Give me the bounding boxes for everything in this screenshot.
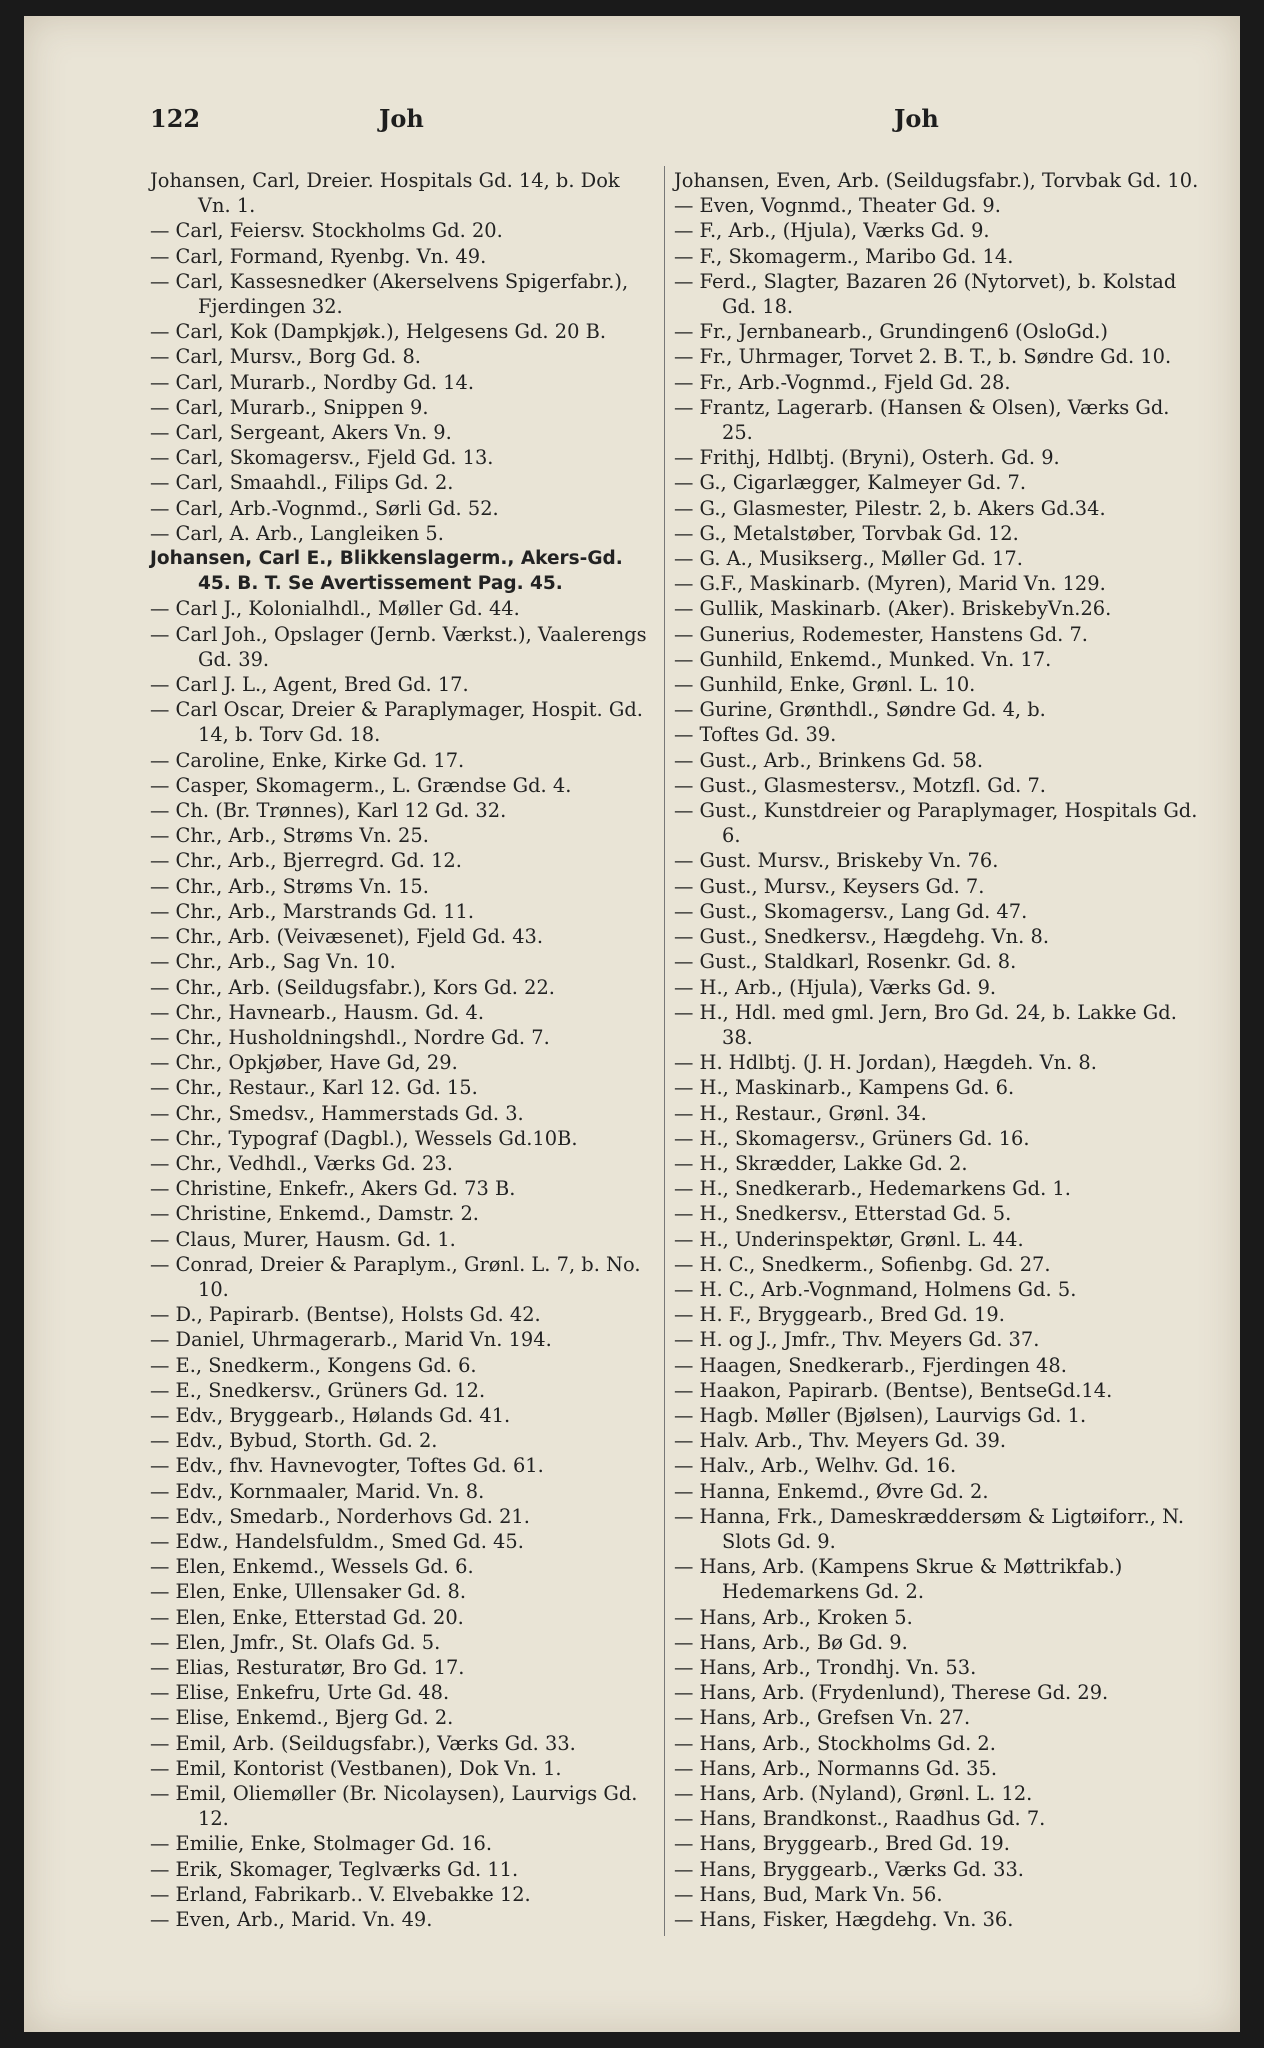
- column-divider: [664, 166, 665, 1936]
- directory-entry: — Hans, Fisker, Hægdehg. Vn. 36.: [674, 1908, 1014, 1932]
- directory-entry: — H. Hdlbtj. (J. H. Jordan), Hægdeh. Vn. 8.: [674, 1051, 1097, 1075]
- directory-entry: — Halv. Arb., Thv. Meyers Gd. 39.: [674, 1429, 1006, 1453]
- directory-entry: — Emil, Arb. (Seildugsfabr.), Værks Gd. 33.: [150, 1731, 576, 1755]
- directory-entry: — Gust. Mursv., Briskeby Vn. 76.: [674, 849, 999, 873]
- directory-entry: — Fr., Uhrmager, Torvet 2. B. T., b. Søndre Gd. 10.: [674, 345, 1172, 369]
- directory-entry: — Carl, Feiersv. Stockholms Gd. 20.: [150, 219, 503, 243]
- directory-entry: — Elise, Enkemd., Bjerg Gd. 2.: [150, 1706, 454, 1730]
- directory-entry: — H., Maskinarb., Kampens Gd. 6.: [674, 1076, 1015, 1100]
- directory-entry: — Elen, Enkemd., Wessels Gd. 6.: [150, 1555, 474, 1579]
- directory-entry: — Chr., Typograf (Dagbl.), Wessels Gd.10B.: [150, 1126, 578, 1150]
- directory-entry: — Chr., Arb., Sag Vn. 10.: [150, 950, 396, 974]
- directory-entry: — Hagb. Møller (Bjølsen), Laurvigs Gd. 1.: [674, 1403, 1087, 1427]
- directory-entry: — H. C., Snedkerm., Sofienbg. Gd. 27.: [674, 1252, 1051, 1276]
- directory-entry: — Hans, Bryggearb., Bred Gd. 19.: [674, 1832, 1010, 1856]
- directory-entry: — Carl Oscar, Dreier & Paraplymager, Hospit. Gd. 14, b. Torv Gd. 18.: [150, 698, 643, 747]
- directory-entry: — Gust., Arb., Brinkens Gd. 58.: [674, 748, 984, 772]
- directory-entry: — E., Snedkersv., Grüners Gd. 12.: [150, 1378, 486, 1402]
- directory-entry: — Frithj, Hdlbtj. (Bryni), Osterh. Gd. 9.: [674, 446, 1060, 470]
- directory-entry: — Hans, Arb., Kroken 5.: [674, 1605, 913, 1629]
- directory-entry: — E., Snedkerm., Kongens Gd. 6.: [150, 1353, 477, 1377]
- directory-entry: — Elen, Enke, Ullensaker Gd. 8.: [150, 1580, 467, 1604]
- directory-entry: — Chr., Husholdningshdl., Nordre Gd. 7.: [150, 1025, 550, 1049]
- directory-entry: — H., Restaur., Grønl. 34.: [674, 1101, 927, 1125]
- directory-entry: — Chr., Restaur., Karl 12. Gd. 15.: [150, 1076, 478, 1100]
- directory-page: [24, 16, 1240, 2032]
- directory-entry: — Hans, Arb., Trondhj. Vn. 53.: [674, 1655, 977, 1679]
- directory-entry: — Edv., fhv. Havnevogter, Toftes Gd. 61.: [150, 1454, 544, 1478]
- directory-entry: — Gullik, Maskinarb. (Aker). BriskebyVn.26.: [674, 597, 1112, 621]
- directory-entry: — Hans, Arb. (Frydenlund), Therese Gd. 29.: [674, 1681, 1109, 1705]
- directory-entry: — Carl, Kok (Dampkjøk.), Helgesens Gd. 20 B.: [150, 320, 607, 344]
- directory-entry: — F., Skomagerm., Maribo Gd. 14.: [674, 244, 1014, 268]
- directory-entry: — Chr., Opkjøber, Have Gd, 29.: [150, 1051, 458, 1075]
- directory-entry: — Gust., Mursv., Keysers Gd. 7.: [674, 874, 985, 898]
- directory-entry: — Gunerius, Rodemester, Hanstens Gd. 7.: [674, 622, 1088, 646]
- directory-entry: — H., Snedkerarb., Hedemarkens Gd. 1.: [674, 1177, 1071, 1201]
- directory-entry: — Elen, Jmfr., St. Olafs Gd. 5.: [150, 1630, 441, 1654]
- directory-entry: — Even, Arb., Marid. Vn. 49.: [150, 1908, 433, 1932]
- directory-entry: — Carl, A. Arb., Langleiken 5.: [150, 521, 444, 545]
- page-header: [24, 104, 1240, 144]
- directory-entry: — Hans, Arb., Normanns Gd. 35.: [674, 1756, 997, 1780]
- directory-entry: — Elen, Enke, Etterstad Gd. 20.: [150, 1605, 464, 1629]
- directory-entry: — Gust., Kunstdreier og Paraplymager, Hospitals Gd. 6.: [674, 799, 1198, 848]
- right-column: [674, 168, 1204, 1932]
- directory-entry: — Chr., Vedhdl., Værks Gd. 23.: [150, 1151, 453, 1175]
- directory-entry: — H., Hdl. med gml. Jern, Bro Gd. 24, b. Lakke Gd. 38.: [674, 1000, 1177, 1049]
- directory-entry: — Gurine, Grønthdl., Søndre Gd. 4, b.: [674, 698, 1046, 722]
- directory-entry: — Claus, Murer, Hausm. Gd. 1.: [150, 1227, 456, 1251]
- left-running-head: Joh: [379, 104, 424, 133]
- directory-entry: — Chr., Havnearb., Hausm. Gd. 4.: [150, 1000, 484, 1024]
- directory-entry: — Fr., Arb.-Vognmd., Fjeld Gd. 28.: [674, 370, 1011, 394]
- directory-entry: — H., Underinspektør, Grønl. L. 44.: [674, 1227, 1024, 1251]
- directory-entry: — Chr., Arb., Strøms Vn. 25.: [150, 824, 429, 848]
- directory-entry: — Edv., Bryggearb., Hølands Gd. 41.: [150, 1403, 511, 1427]
- directory-entry: — Chr., Arb., Marstrands Gd. 11.: [150, 899, 475, 923]
- directory-entry: — Carl, Murarb., Nordby Gd. 14.: [150, 370, 475, 394]
- directory-entry: — G., Metalstøber, Torvbak Gd. 12.: [674, 521, 1019, 545]
- directory-entry: — H., Snedkersv., Etterstad Gd. 5.: [674, 1202, 1012, 1226]
- page-number: 122: [150, 104, 201, 133]
- left-column: [150, 168, 650, 1932]
- directory-entry: — Gust., Skomagersv., Lang Gd. 47.: [674, 899, 1028, 923]
- directory-entry: — Hans, Bryggearb., Værks Gd. 33.: [674, 1857, 1024, 1881]
- directory-entry: — Carl, Skomagersv., Fjeld Gd. 13.: [150, 446, 494, 470]
- directory-entry: — Gust., Snedkersv., Hægdehg. Vn. 8.: [674, 925, 1050, 949]
- directory-entry: — Carl, Mursv., Borg Gd. 8.: [150, 345, 421, 369]
- directory-entry: — Hans, Bud, Mark Vn. 56.: [674, 1882, 943, 1906]
- directory-entry: Johansen, Carl E., Blikkenslagerm., Akers-Gd. 45. B. T. Se Avertissement Pag. 45.: [150, 548, 623, 595]
- directory-entry: — Hanna, Frk., Dameskræddersøm & Ligtøiforr., N. Slots Gd. 9.: [674, 1504, 1184, 1553]
- directory-entry: Johansen, Even, Arb. (Seildugsfabr.), Torvbak Gd. 10.: [674, 169, 1199, 192]
- directory-entry: Johansen, Carl, Dreier. Hospitals Gd. 14, b. Dok Vn. 1.: [150, 169, 620, 218]
- directory-entry: — Gust., Staldkarl, Rosenkr. Gd. 8.: [674, 950, 1017, 974]
- directory-entry: — Hans, Arb., Stockholms Gd. 2.: [674, 1731, 996, 1755]
- directory-entry: — Gust., Glasmestersv., Motzfl. Gd. 7.: [674, 773, 1046, 797]
- directory-entry: — Toftes Gd. 39.: [674, 723, 837, 747]
- directory-entry: — Chr., Arb. (Veivæsenet), Fjeld Gd. 43.: [150, 925, 544, 949]
- directory-entry: — Emilie, Enke, Stolmager Gd. 16.: [150, 1832, 492, 1856]
- directory-entry: — H., Skomagersv., Grüners Gd. 16.: [674, 1126, 1030, 1150]
- directory-entry: — Gunhild, Enke, Grønl. L. 10.: [674, 673, 976, 697]
- directory-entry: — Carl Joh., Opslager (Jernb. Værkst.), Vaalerengs Gd. 39.: [150, 622, 647, 671]
- directory-entry: — Conrad, Dreier & Paraplym., Grønl. L. 7, b. No. 10.: [150, 1252, 641, 1301]
- directory-entry: — Chr., Smedsv., Hammerstads Gd. 3.: [150, 1101, 524, 1125]
- directory-entry: — Haakon, Papirarb. (Bentse), BentseGd.14.: [674, 1378, 1113, 1402]
- directory-entry: — H., Arb., (Hjula), Værks Gd. 9.: [674, 975, 997, 999]
- directory-entry: — Christine, Enkefr., Akers Gd. 73 B.: [150, 1177, 516, 1201]
- directory-entry: — Ferd., Slagter, Bazaren 26 (Nytorvet), b. Kolstad Gd. 18.: [674, 269, 1177, 319]
- directory-entry: — Carl J. L., Agent, Bred Gd. 17.: [150, 673, 469, 697]
- directory-entry: — D., Papirarb. (Bentse), Holsts Gd. 42.: [150, 1303, 541, 1327]
- directory-entry: — Erik, Skomager, Teglværks Gd. 11.: [150, 1857, 519, 1881]
- directory-entry: — Elise, Enkefru, Urte Gd. 48.: [150, 1681, 450, 1705]
- directory-entry: — Carl, Murarb., Snippen 9.: [150, 395, 429, 419]
- directory-entry: — Emil, Oliemøller (Br. Nicolaysen), Laurvigs Gd. 12.: [150, 1782, 638, 1831]
- directory-entry: — G.F., Maskinarb. (Myren), Marid Vn. 129.: [674, 572, 1106, 596]
- directory-entry: — Caroline, Enke, Kirke Gd. 17.: [150, 748, 465, 772]
- directory-entry: — Chr., Arb. (Seildugsfabr.), Kors Gd. 22.: [150, 975, 555, 999]
- directory-entry: — Haagen, Snedkerarb., Fjerdingen 48.: [674, 1353, 1067, 1377]
- directory-entry: — Erland, Fabrikarb.. V. Elvebakke 12.: [150, 1882, 531, 1906]
- directory-entry: — Carl, Formand, Ryenbg. Vn. 49.: [150, 244, 487, 268]
- directory-entry: — Emil, Kontorist (Vestbanen), Dok Vn. 1.: [150, 1756, 562, 1780]
- directory-entry: — Halv., Arb., Welhv. Gd. 16.: [674, 1454, 957, 1478]
- directory-entry: — Hanna, Enkemd., Øvre Gd. 2.: [674, 1479, 989, 1503]
- directory-entry: — Edv., Bybud, Storth. Gd. 2.: [150, 1429, 438, 1453]
- directory-entry: — Carl, Sergeant, Akers Vn. 9.: [150, 421, 452, 445]
- directory-entry: — Carl, Kassesnedker (Akerselvens Spigerfabr.), Fjerdingen 32.: [150, 269, 629, 319]
- directory-entry: — H. C., Arb.-Vognmand, Holmens Gd. 5.: [674, 1277, 1077, 1301]
- directory-entry: — Ch. (Br. Trønnes), Karl 12 Gd. 32.: [150, 799, 507, 823]
- directory-entry: — Hans, Brandkonst., Raadhus Gd. 7.: [674, 1807, 1046, 1831]
- directory-entry: — G. A., Musikserg., Møller Gd. 17.: [674, 547, 1023, 571]
- directory-entry: — Edv., Kornmaaler, Marid. Vn. 8.: [150, 1479, 485, 1503]
- directory-entry: — Hans, Arb., Grefsen Vn. 27.: [674, 1706, 971, 1730]
- directory-entry: — F., Arb., (Hjula), Værks Gd. 9.: [674, 219, 990, 243]
- directory-entry: — Chr., Arb., Bjerregrd. Gd. 12.: [150, 849, 462, 873]
- directory-entry: — H. og J., Jmfr., Thv. Meyers Gd. 37.: [674, 1328, 1040, 1352]
- directory-entry: — Frantz, Lagerarb. (Hansen & Olsen), Værks Gd. 25.: [674, 395, 1170, 445]
- directory-entry: — Hans, Arb. (Nyland), Grønl. L. 12.: [674, 1782, 1033, 1805]
- right-running-head: Joh: [894, 104, 939, 133]
- directory-entry: — Carl, Arb.-Vognmd., Sørli Gd. 52.: [150, 496, 499, 520]
- directory-entry: — Carl, Smaahdl., Filips Gd. 2.: [150, 471, 454, 495]
- directory-entry: — Casper, Skomagerm., L. Grændse Gd. 4.: [150, 773, 572, 797]
- directory-entry: — G., Glasmester, Pilestr. 2, b. Akers Gd.34.: [674, 496, 1106, 520]
- directory-entry: — Gunhild, Enkemd., Munked. Vn. 17.: [674, 647, 1052, 671]
- directory-entry: — Daniel, Uhrmagerarb., Marid Vn. 194.: [150, 1328, 552, 1352]
- directory-entry: — G., Cigarlægger, Kalmeyer Gd. 7.: [674, 471, 1027, 495]
- directory-entry: — Edw., Handelsfuldm., Smed Gd. 45.: [150, 1529, 524, 1553]
- directory-entry: — Carl J., Kolonialhdl., Møller Gd. 44.: [150, 597, 520, 621]
- directory-entry: — H. F., Bryggearb., Bred Gd. 19.: [674, 1303, 1005, 1327]
- directory-entry: — Chr., Arb., Strøms Vn. 15.: [150, 874, 429, 898]
- directory-entry: — Hans, Arb. (Kampens Skrue & Møttrikfab.) Hedemarkens Gd. 2.: [674, 1555, 1123, 1604]
- directory-entry: — H., Skrædder, Lakke Gd. 2.: [674, 1151, 968, 1175]
- directory-entry: — Hans, Arb., Bø Gd. 9.: [674, 1630, 908, 1654]
- directory-entry: — Christine, Enkemd., Damstr. 2.: [150, 1202, 479, 1226]
- directory-entry: — Edv., Smedarb., Norderhovs Gd. 21.: [150, 1504, 530, 1528]
- directory-entry: — Even, Vognmd., Theater Gd. 9.: [674, 194, 1001, 218]
- directory-entry: — Fr., Jernbanearb., Grundingen6 (OsloGd.): [674, 320, 1108, 344]
- directory-entry: — Elias, Resturatør, Bro Gd. 17.: [150, 1655, 465, 1679]
